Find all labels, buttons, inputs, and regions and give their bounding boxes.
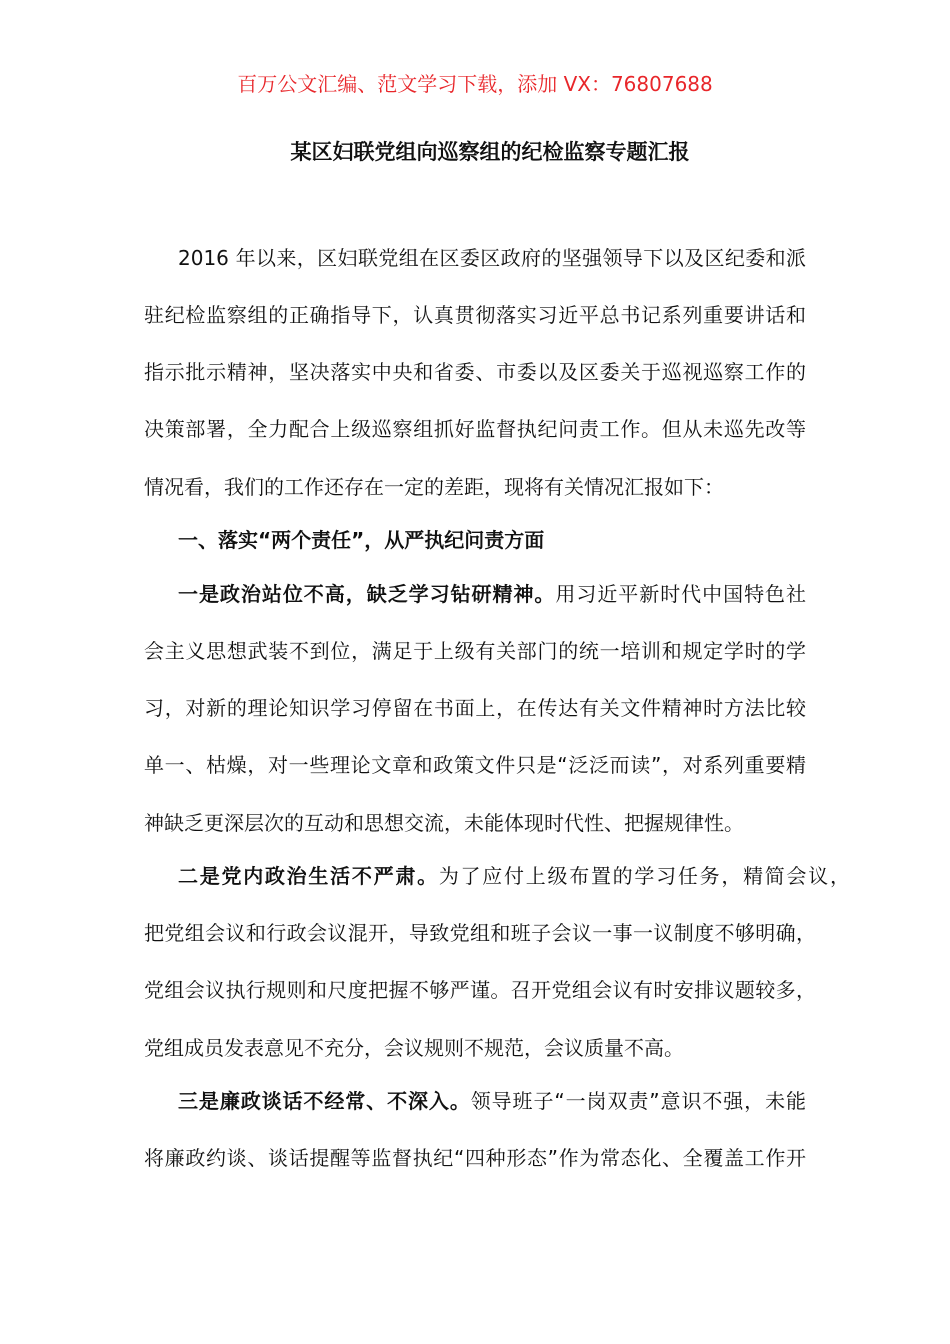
paragraph-line xyxy=(178,863,850,889)
paragraph-line xyxy=(178,245,806,271)
line-text: 党组成员发表意见不充分，会议规则不规范，会议质量不高。 xyxy=(144,1036,684,1060)
bold-lead: 一、落实“两个责任”，从严执纪问责方面 xyxy=(178,528,545,552)
line-text: 指示批示精神，坚决落实中央和省委、市委以及区委关于巡视巡察工作的 xyxy=(144,360,806,384)
paragraph-line xyxy=(178,581,806,607)
paragraph-line xyxy=(144,1145,806,1171)
paragraph-line xyxy=(144,359,806,385)
line-text: 习，对新的理论知识学习停留在书面上，在传达有关文件精神时方法比较 xyxy=(144,696,806,720)
line-text: 单一、枯燥，对一些理论文章和政策文件只是“泛泛而读”，对系列重要精 xyxy=(144,753,806,777)
line-text: 情况看，我们的工作还存在一定的差距，现将有关情况汇报如下： xyxy=(144,475,724,499)
paragraph-line xyxy=(144,752,806,778)
paragraph-line xyxy=(144,920,816,946)
line-text: 党组会议执行规则和尺度把握不够严谨。召开党组会议有时安排议题较多， xyxy=(144,978,816,1002)
line-text: 2016 年以来，区妇联党组在区委区政府的坚强领导下以及区纪委和派 xyxy=(178,246,806,270)
paragraph-line xyxy=(144,302,806,328)
paragraph-line xyxy=(144,977,816,1003)
line-text: 将廉政约谈、谈话提醒等监督执纪“四种形态”作为常态化、全覆盖工作开 xyxy=(144,1146,806,1170)
paragraph-line xyxy=(144,474,806,500)
line-text: 把党组会议和行政会议混开，导致党组和班子会议一事一议制度不够明确， xyxy=(144,921,816,945)
line-text: 用习近平新时代中国特色社 xyxy=(555,582,807,606)
line-text: 领导班子“一岗双责”意识不强，未能 xyxy=(470,1089,806,1113)
document-title: 某区妇联党组向巡察组的纪检监察专题汇报 xyxy=(290,140,690,164)
paragraph-line xyxy=(144,810,806,836)
bold-lead: 三是廉政谈话不经常、不深入。 xyxy=(178,1089,471,1113)
paragraph-line xyxy=(144,638,806,664)
line-text: 决策部署，全力配合上级巡察组抓好监督执纪问责工作。但从未巡先改等 xyxy=(144,417,806,441)
watermark-banner: 百万公文汇编、范文学习下载，添加 VX：76807688 xyxy=(237,72,713,96)
line-text: 为了应付上级布置的学习任务，精简会议， xyxy=(438,864,851,888)
line-text: 驻纪检监察组的正确指导下，认真贯彻落实习近平总书记系列重要讲话和 xyxy=(144,303,806,327)
paragraph-line xyxy=(178,1088,806,1114)
paragraph-line xyxy=(144,416,806,442)
paragraph-line xyxy=(144,695,806,721)
line-text: 会主义思想武装不到位，满足于上级有关部门的统一培训和规定学时的学 xyxy=(144,639,806,663)
line-text: 神缺乏更深层次的互动和思想交流，未能体现时代性、把握规律性。 xyxy=(144,811,744,835)
section-heading xyxy=(178,527,806,553)
bold-lead: 一是政治站位不高，缺乏学习钻研精神。 xyxy=(178,582,556,606)
bold-lead: 二是党内政治生活不严肃。 xyxy=(178,864,439,888)
paragraph-line xyxy=(144,1035,806,1061)
